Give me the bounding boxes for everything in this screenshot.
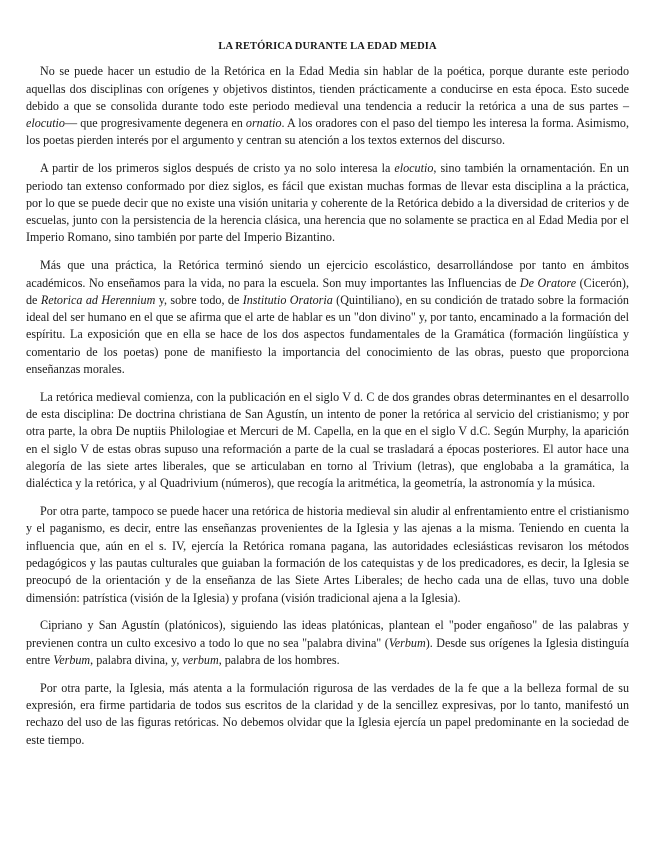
paragraph-1: [26, 63, 629, 149]
p6-italic-verbum-2: Verbum: [53, 653, 91, 667]
paragraph-6: [26, 617, 629, 669]
paragraph-3: [26, 257, 629, 378]
p3-italic-herennium: Retorica ad Herennium: [40, 292, 156, 307]
p6-italic-verbum-1: Verbum: [388, 635, 426, 650]
paragraph-5: Por otra parte, tampoco se puede hacer una retórica de historia medieval sin aludir al enfrentamiento entre el cristianismo y el paganismo, es decir, entre las enseñanzas provenientes de la Iglesia y las ajenas a la misma. Teniendo en cuenta la influencia que, aún en el s. IV, ejercía la Retórica romana pagana, las autoridades eclesiásticas revisaron los métodos pedagógicos y las pautas culturales que guiaban la formación de los catequistas y de los predicadores, es decir, la Iglesia se preocupó de la orientación y de la enseñanza de las Siete Artes Liberales; de hecho cada una de ellas, tuvo una doble dimensión: patrística (visión de la Iglesia) y profana (visión tradicional ajena a la Iglesia).: [26, 504, 629, 605]
p6-text-g: , palabra de los hombres.: [218, 653, 340, 667]
document-title: LA RETÓRICA DURANTE LA EDAD MEDIA: [218, 41, 437, 52]
p3-text-e: y, sobre todo, de: [155, 292, 243, 307]
p6-text-a: Cipriano y San Agustín (platónicos), siguiendo las ideas platónicas, plantean el "poder engañoso" de las palabras y previenen contra un culto excesivo a todo lo que no sea "palabra divina" (: [26, 618, 629, 650]
p3-text-c: (Cicerón), de: [26, 275, 629, 307]
p3-italic-institutio: Institutio Oratoria: [242, 292, 333, 307]
p3-text-a: Más que una práctica, la Retórica terminó siendo un ejercicio escolástico, desarrollándose por tanto en ámbitos académicos. No enseñamos para la vida, no para la escuela. Son muy importantes las Influencias de: [26, 258, 629, 290]
p3-text-g: (Quintiliano), en su condición de tratado sobre la formación ideal del ser humano en el que se afirma que el arte de hablar es un "don divino" y, por tanto, encaminado a la formación del espíritu. La exposición que en ella se hace de los dos aspectos fundamentales de la Gramática (formación lingüística y comentario de los poetas) pone de manifiesto la importancia del conocimiento de las obras, puesto que proporciona enseñanzas morales.: [26, 292, 629, 377]
p1-italic-ornatio: ornatio: [245, 116, 282, 131]
p1-italic-elocutio: elocutio: [26, 116, 65, 131]
p1-text-c: — que progresivamente degenera en: [64, 116, 246, 131]
p6-text-c: ). Desde sus orígenes la Iglesia distinguía entre: [26, 635, 629, 667]
p2-text-c: , sino también la ornamentación. En un periodo tan extenso conformado por diez siglos, es fácil que existan muchas formas de llevar esta disciplina a la práctica, por lo que se puede decir que no existe una visión unitaria y coherente de la Retórica debido a la diversidad de criterios y de escuelas, junto con la persistencia de la herencia clásica, una herencia que no solamente se practica en al Edad Media por el Imperio Romano, sino también por parte del Imperio Bizantino.: [26, 161, 630, 245]
paragraph-2: [26, 160, 629, 246]
p2-italic-elocutio: elocutio: [394, 161, 434, 176]
p1-text-e: . A los oradores con el paso del tiempo les interesa la forma. Asimismo, los poetas pierden interés por el argumento y centran su atención a los textos externos del discurso.: [26, 116, 629, 148]
paragraph-7: Por otra parte, la Iglesia, más atenta a la formulación rigurosa de las verdades de la fe que a la belleza formal de su expresión, era firme partidaria de todos sus escritos de la claridad y de la sencillez expresivas, por lo tanto, manifestó un rechazo del uso de las figuras retóricas. No debemos olvidar que la Iglesia ejercía un papel predominante en la sociedad de este tiempo.: [26, 680, 629, 747]
p3-italic-de-oratore: De Oratore: [519, 275, 577, 290]
p6-italic-verbum-3: verbum: [182, 653, 219, 667]
p2-text-a: A partir de los primeros siglos después de cristo ya no solo interesa la: [40, 161, 395, 176]
p1-text-a: No se puede hacer un estudio de la Retórica en la Edad Media sin hablar de la poética, porque durante este periodo aquellas dos disciplinas con orígenes y objetivos distintos, tienden prácticamente a conducirse en esta época. Esto sucede debido a que se consolida durante todo este periodo medieval una tendencia a reducir la retórica a una de sus partes –: [26, 64, 629, 113]
paragraph-4: La retórica medieval comienza, con la publicación en el siglo V d. C de dos grandes obras determinantes en el desarrollo de esta disciplina: De doctrina christiana de San Agustín, un intento de poner la retórica al servicio del cristianismo; y por otra parte, la obra De nuptiis Philologiae et Mercuri de M. Capella, en la que en el siglo V d.C. Según Murphy, la aparición en el siglo V de estas obras supuso una reformación a parte de la cual se trasladará a épocas posteriores. El autor hace una alegoría de las siete artes liberales, que se articulaban en torno al Trivium (letras), que englobaba a la gramática, la dialéctica y la retórica, y al Quadrivium (números), que recogía la aritmética, la geometría, la astronomía y la música.: [26, 389, 629, 491]
p6-text-e: , palabra divina, y,: [90, 653, 183, 667]
